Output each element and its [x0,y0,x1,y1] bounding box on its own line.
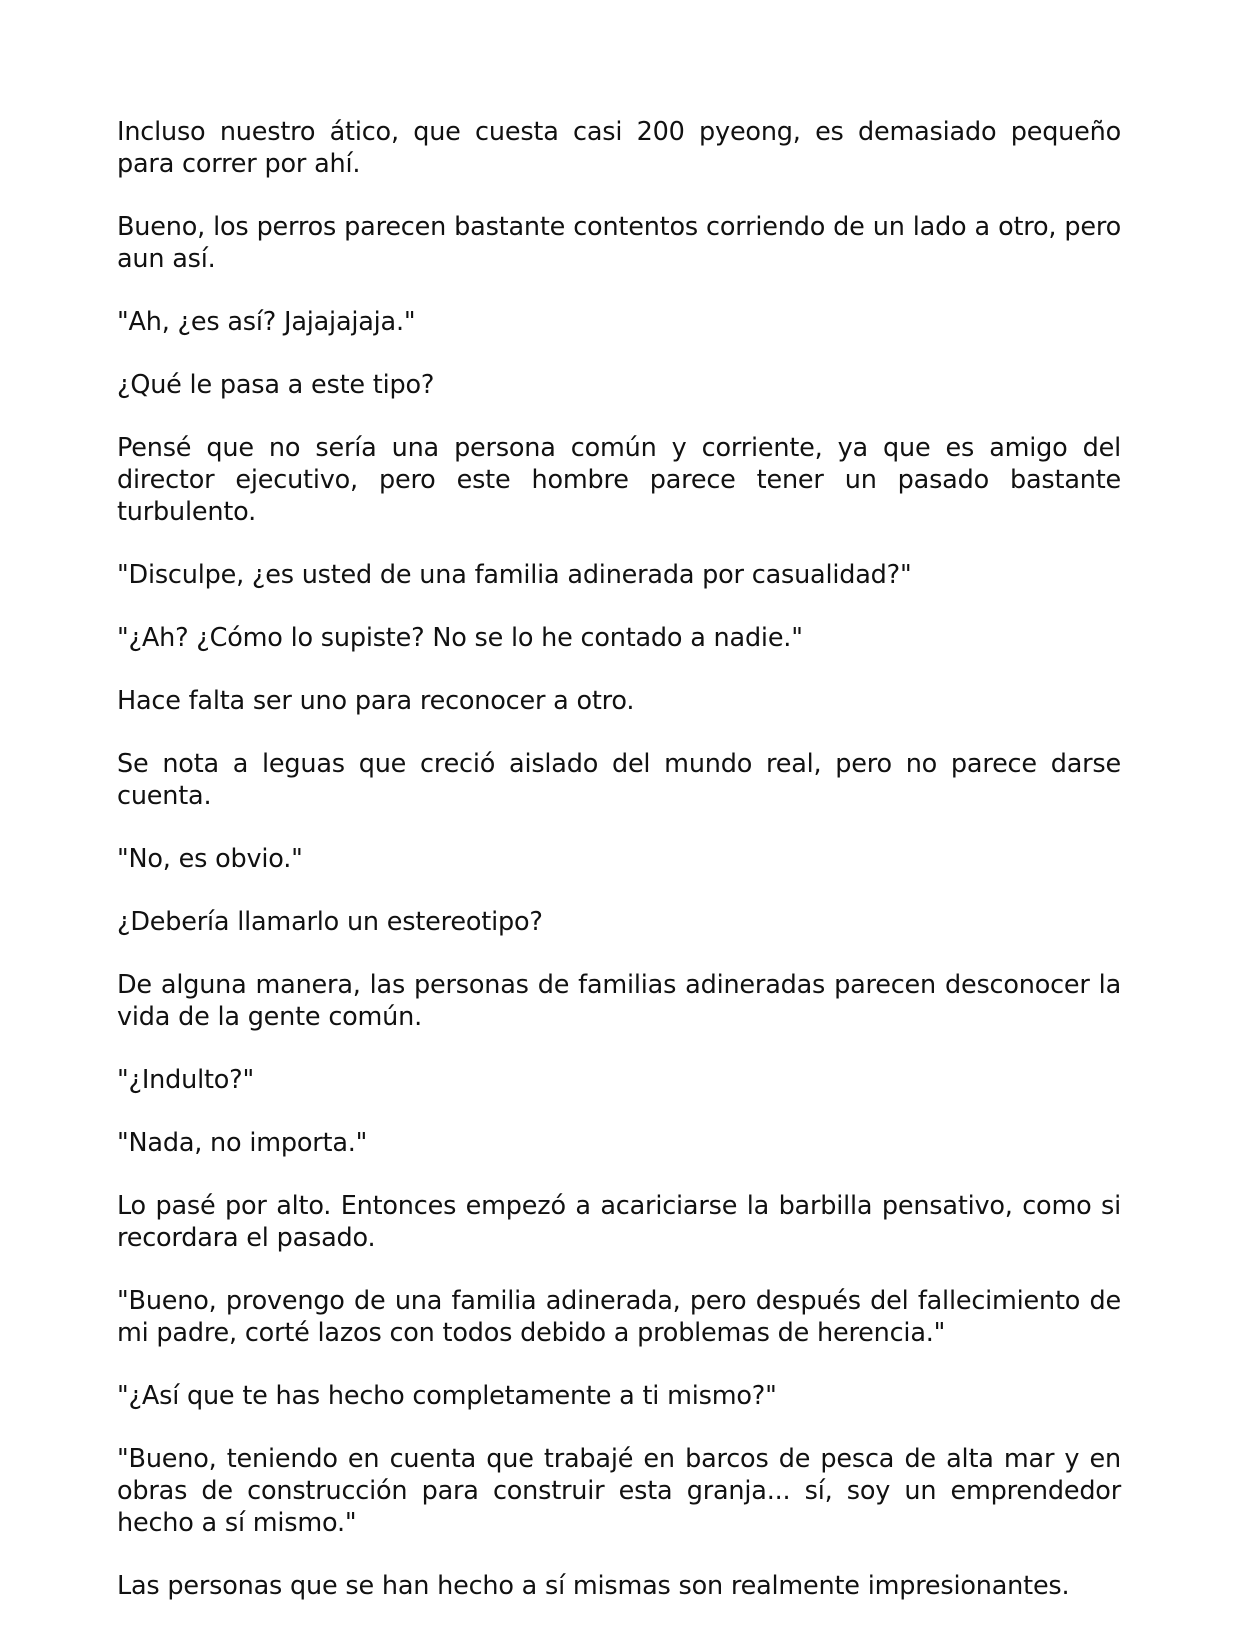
paragraph: Lo pasé por alto. Entonces empezó a acariciarse la barbilla pensativo, como si recordara el pasado. [117,1191,1121,1253]
paragraph: Se nota a leguas que creció aislado del mundo real, pero no parece darse cuenta. [117,749,1121,811]
paragraph: Hace falta ser uno para reconocer a otro. [117,686,635,716]
paragraph: Bueno, los perros parecen bastante contentos corriendo de un lado a otro, pero aun así. [117,212,1121,274]
paragraph: Pensé que no sería una persona común y corriente, ya que es amigo del director ejecutivo, pero este hombre parece tener un pasado bastante turbulento. [117,433,1121,527]
paragraph: "Bueno, teniendo en cuenta que trabajé en barcos de pesca de alta mar y en obras de construcción para construir esta granja... sí, soy un emprendedor hecho a sí mismo." [117,1444,1121,1538]
paragraph: Las personas que se han hecho a sí mismas son realmente impresionantes. [117,1571,1070,1601]
paragraph: "Ah, ¿es así? Jajajajaja." [117,307,416,337]
paragraph: "¿Ah? ¿Cómo lo supiste? No se lo he contado a nadie." [117,623,803,653]
paragraph: "Bueno, provengo de una familia adinerada, pero después del fallecimiento de mi padre, corté lazos con todos debido a problemas de herencia." [117,1286,1121,1348]
paragraph: ¿Debería llamarlo un estereotipo? [117,907,543,937]
paragraph: ¿Qué le pasa a este tipo? [117,370,435,400]
paragraph: "¿Indulto?" [117,1065,255,1095]
paragraph: "Nada, no importa." [117,1128,368,1158]
paragraph: "¿Así que te has hecho completamente a ti mismo?" [117,1381,777,1411]
document-page [117,116,1121,1633]
paragraph: De alguna manera, las personas de familias adineradas parecen desconocer la vida de la gente común. [117,970,1121,1032]
paragraph: Incluso nuestro ático, que cuesta casi 200 pyeong, es demasiado pequeño para correr por ahí. [117,117,1121,179]
paragraph: "No, es obvio." [117,844,303,874]
paragraph: "Disculpe, ¿es usted de una familia adinerada por casualidad?" [117,560,912,590]
